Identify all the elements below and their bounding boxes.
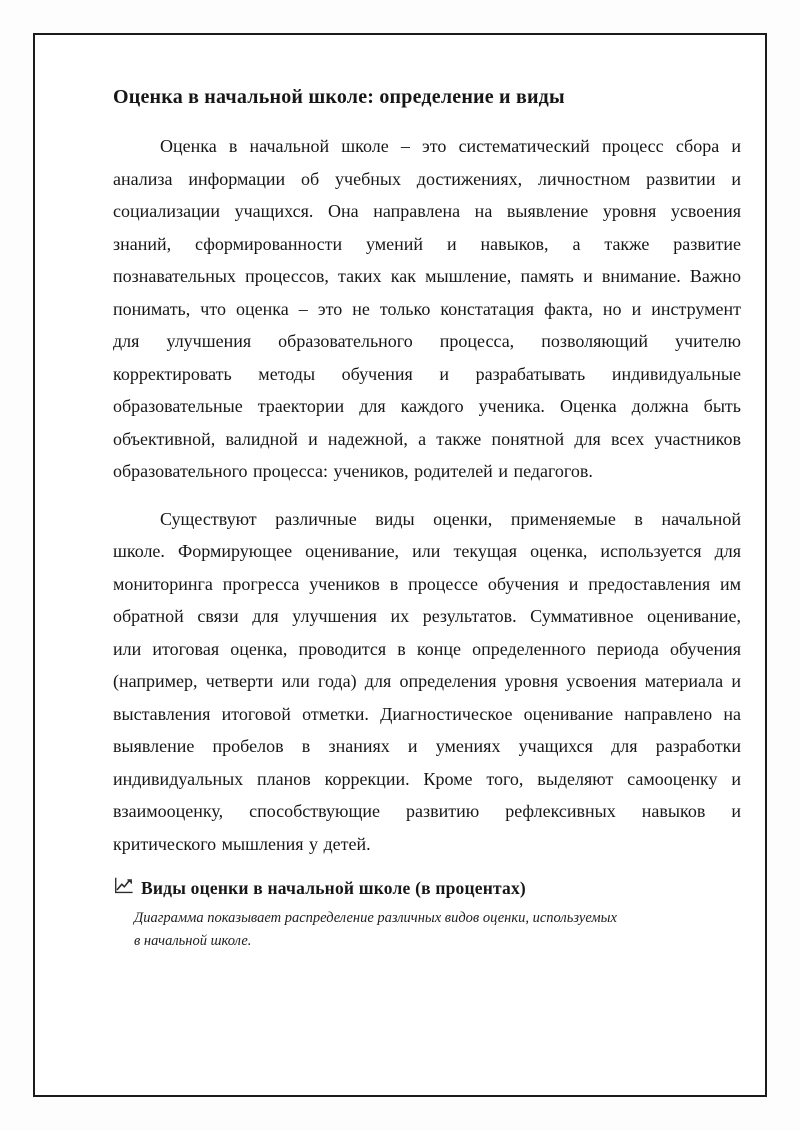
text-line: выявление пробелов в знаниях и умениях учащихся для разработки bbox=[113, 736, 741, 756]
text-line: (например, четверти или года) для определения уровня усвоения материала и bbox=[113, 671, 741, 691]
chart-section bbox=[113, 875, 741, 952]
text-line: Оценка в начальной школе – это систематический процесс сбора и bbox=[160, 136, 741, 156]
text-line: критического мышления у детей. bbox=[113, 833, 371, 854]
text-line: понимать, что оценка – это не только констатация факта, но и инструмент bbox=[113, 298, 741, 319]
text-line: знаний, сформированности умений и навыков, а также развитие bbox=[113, 233, 741, 254]
text-line: корректировать методы обучения и разрабатывать индивидуальные bbox=[113, 363, 741, 384]
page-content bbox=[35, 35, 765, 1095]
chart-section-heading: Виды оценки в начальной школе (в процентах) bbox=[141, 877, 526, 898]
text-line: мониторинга прогресса учеников в процессе обучения и предоставления им bbox=[113, 573, 741, 594]
text-line: Существуют различные виды оценки, применяемые в начальной bbox=[160, 508, 741, 529]
document-title: Оценка в начальной школе: определение и виды bbox=[113, 86, 565, 108]
text-line: взаимооценку, способствующие развитию рефлексивных навыков и bbox=[113, 801, 741, 821]
line-chart-icon bbox=[113, 876, 134, 900]
text-line: выставления итоговой отметки. Диагностическое оценивание направлено на bbox=[113, 703, 741, 724]
document-page bbox=[33, 33, 767, 1097]
text-line: образовательного процесса: учеников, родителей и педагогов. bbox=[113, 461, 593, 481]
paragraph-2 bbox=[113, 503, 741, 861]
text-line: индивидуальных планов коррекции. Кроме того, выделяют самооценку и bbox=[113, 768, 741, 789]
text-line: социализации учащихся. Она направлена на выявление уровня усвоения bbox=[113, 201, 741, 221]
chart-heading-row bbox=[113, 875, 741, 900]
text-line: образовательные траектории для каждого ученика. Оценка должна быть bbox=[113, 396, 741, 416]
paragraph-1 bbox=[113, 130, 741, 488]
text-line: обратной связи для улучшения их результатов. Суммативное оценивание, bbox=[113, 606, 741, 626]
text-line: познавательных процессов, таких как мышление, память и внимание. Важно bbox=[113, 266, 741, 286]
text-line: для улучшения образовательного процесса, позволяющий учителю bbox=[113, 331, 741, 351]
text-line: объективной, валидной и надежной, а также понятной для всех участников bbox=[113, 428, 741, 449]
chart-caption: Диаграмма показывает распределение различных видов оценки, используемых в начальной школе. bbox=[134, 910, 617, 949]
text-line: или итоговая оценка, проводится в конце определенного периода обучения bbox=[113, 638, 741, 659]
text-line: анализа информации об учебных достижениях, личностном развитии и bbox=[113, 168, 741, 189]
text-line: школе. Формирующее оценивание, или текущая оценка, используется для bbox=[113, 541, 741, 561]
